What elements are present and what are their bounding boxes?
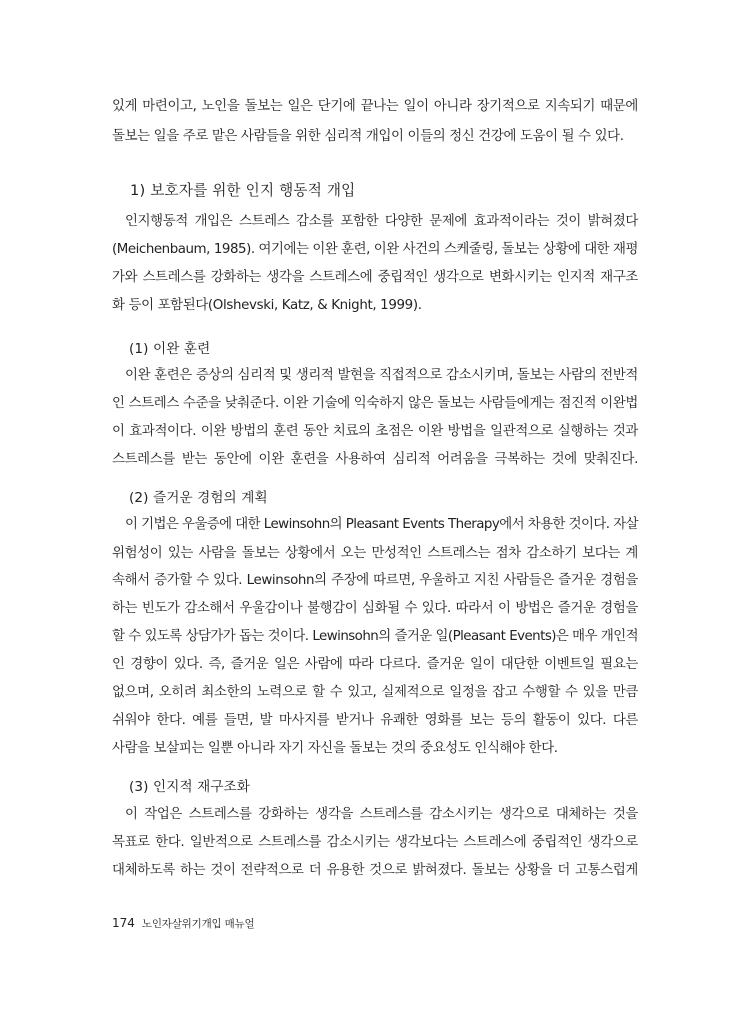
sub2-line-5: 할 수 있도록 상담가가 돕는 것이다. Lewinsohn의 즐거운 일(Pleasant Events)은 매우 개인적 (112, 629, 638, 644)
page-number: 174 (112, 916, 135, 930)
section-heading-1: 1) 보호자를 위한 인지 행동적 개입 (130, 182, 356, 199)
subsection-heading-2: (2) 즐거운 경험의 계획 (129, 490, 268, 506)
subsection-heading-3: (3) 인지적 재구조화 (129, 779, 251, 795)
intro-line-1: 있게 마련이고, 노인을 돌보는 일은 단기에 끝나는 일이 아니라 장기적으로 지속되기 때문에 (112, 99, 638, 114)
sub2-line-1: 이 기법은 우울증에 대한 Lewinsohn의 Pleasant Events Therapy에서 차용한 것이다. 자살 (125, 517, 638, 532)
sub2-line-2: 위험성이 있는 사람을 돌보는 상황에서 오는 만성적인 스트레스는 점차 감소하기 보다는 계 (112, 546, 638, 561)
section1-line-3: 가와 스트레스를 강화하는 생각을 스트레스에 중립적인 생각으로 변화시키는 인지적 재구조 (112, 270, 638, 285)
section1-line-2: (Meichenbaum, 1985). 여기에는 이완 훈련, 이완 사건의 스케줄링, 돌보는 상황에 대한 재평 (112, 242, 638, 257)
sub2-line-3: 속해서 증가할 수 있다. Lewinsohn의 주장에 따르면, 우울하고 지친 사람들은 즐거운 경험을 (112, 573, 638, 588)
section1-line-4: 화 등이 포함된다(Olshevski, Katz, & Knight, 1999). (112, 298, 422, 313)
sub1-line-3: 이 효과적이다. 이완 방법의 훈련 동안 치료의 초점은 이완 방법을 일관적으로 실행하는 것과 (112, 424, 638, 439)
sub2-line-9: 사람을 보살피는 일뿐 아니라 자기 자신을 돌보는 것의 중요성도 인식해야 한다. (112, 741, 558, 756)
sub2-line-4: 하는 빈도가 감소해서 우울감이나 불행감이 심화될 수 있다. 따라서 이 방법은 즐거운 경험을 (112, 601, 638, 616)
subsection-heading-1: (1) 이완 훈련 (129, 341, 211, 357)
sub1-line-1: 이완 훈련은 증상의 심리적 및 생리적 발현을 직접적으로 감소시키며, 돌보는 사람의 전반적 (125, 368, 638, 383)
book-title: 노인자살위기개입 매뉴얼 (141, 918, 255, 930)
page-footer (112, 915, 254, 932)
sub2-line-6: 인 경향이 있다. 즉, 즐거운 일은 사람에 따라 다르다. 즐거운 일이 대단한 이벤트일 필요는 (112, 657, 638, 672)
intro-line-2: 돌보는 일을 주로 맡은 사람들을 위한 심리적 개입이 이들의 정신 건강에 도움이 될 수 있다. (112, 129, 624, 144)
sub1-line-4: 스트레스를 받는 동안에 이완 훈련을 사용하여 심리적 어려움을 극복하는 것에 맞춰진다. (112, 452, 638, 467)
sub2-line-7: 없으며, 오히려 최소한의 노력으로 할 수 있고, 실제적으로 일정을 잡고 수행할 수 있을 만큼 (112, 685, 638, 700)
sub2-line-8: 쉬워야 한다. 예를 들면, 발 마사지를 받거나 유쾌한 영화를 보는 등의 활동이 있다. 다른 (112, 713, 638, 728)
sub3-line-2: 목표로 한다. 일반적으로 스트레스를 감소시키는 생각보다는 스트레스에 중립적인 생각으로 (112, 835, 638, 850)
sub3-line-1: 이 작업은 스트레스를 강화하는 생각을 스트레스를 감소시키는 생각으로 대체하는 것을 (125, 807, 638, 822)
sub3-line-3: 대체하도록 하는 것이 전략적으로 더 유용한 것으로 밝혀졌다. 돌보는 상황을 더 고통스럽게 (112, 863, 638, 878)
sub1-line-2: 인 스트레스 수준을 낮춰준다. 이완 기술에 익숙하지 않은 돌보는 사람들에게는 점진적 이완법 (112, 396, 638, 411)
section1-line-1: 인지행동적 개입은 스트레스 감소를 포함한 다양한 문제에 효과적이라는 것이 밝혀졌다 (125, 214, 638, 229)
